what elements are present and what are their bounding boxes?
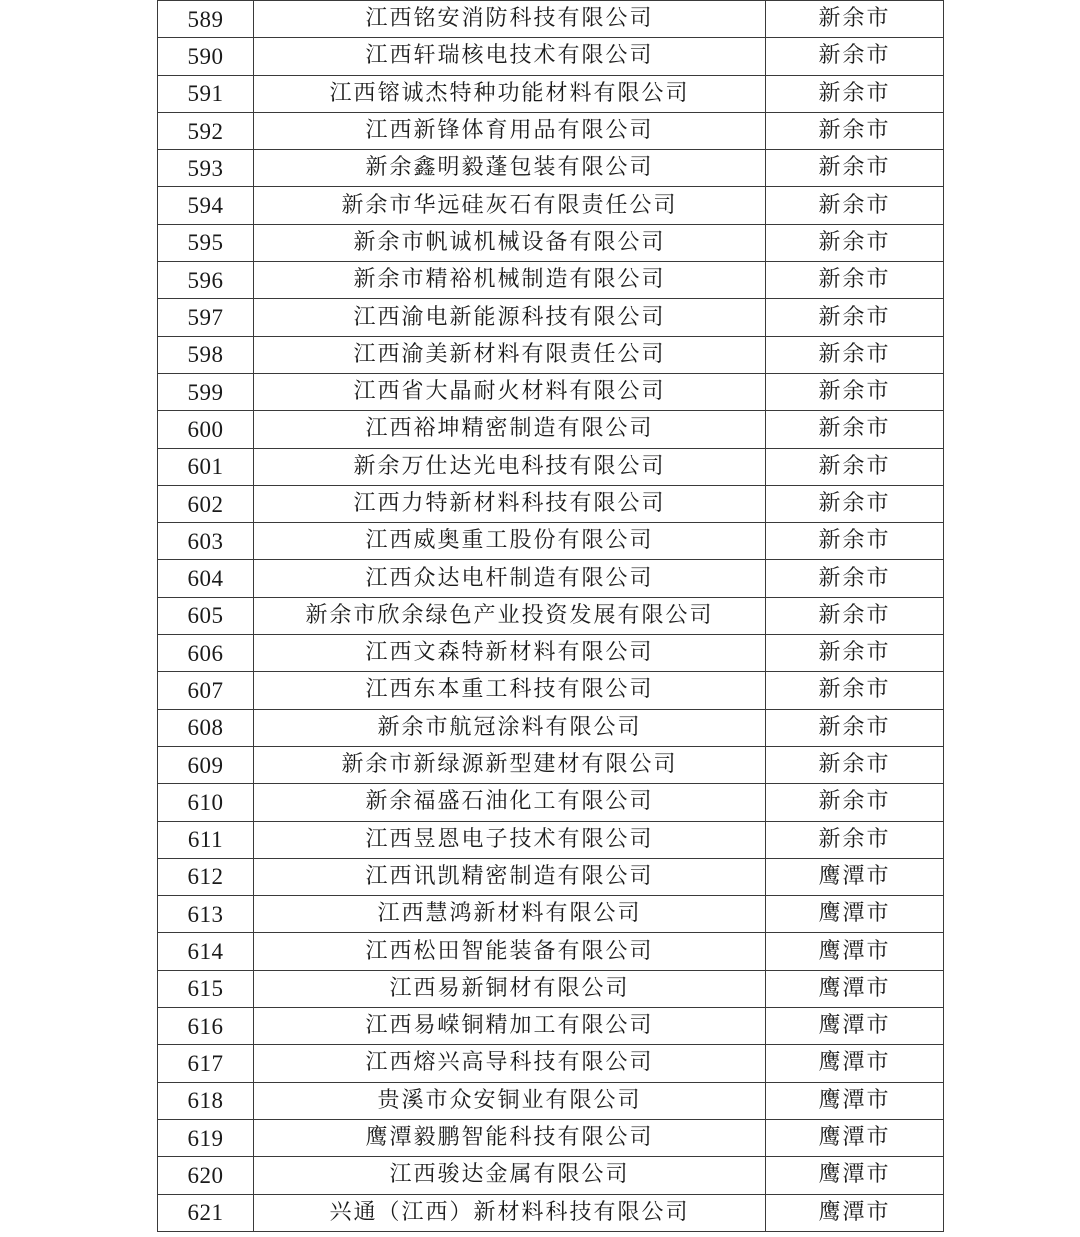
city-cell: 鹰潭市: [766, 1045, 944, 1082]
city-cell: 新余市: [766, 523, 944, 560]
city-cell: 新余市: [766, 75, 944, 112]
row-number-cell: 605: [158, 597, 254, 634]
city-cell: 新余市: [766, 709, 944, 746]
company-name-cell: 江西铭安消防科技有限公司: [254, 1, 766, 38]
city-cell: 新余市: [766, 373, 944, 410]
table-row: [158, 1, 944, 38]
table-row: [158, 187, 944, 224]
table-row: [158, 523, 944, 560]
table-row: [158, 970, 944, 1007]
row-number-cell: 592: [158, 112, 254, 149]
city-cell: 鹰潭市: [766, 1119, 944, 1156]
table-row: [158, 896, 944, 933]
row-number-cell: 618: [158, 1082, 254, 1119]
city-cell: 新余市: [766, 784, 944, 821]
company-name-cell: 江西威奥重工股份有限公司: [254, 523, 766, 560]
city-cell: 新余市: [766, 635, 944, 672]
row-number-cell: 603: [158, 523, 254, 560]
company-name-cell: 江西轩瑞核电技术有限公司: [254, 38, 766, 75]
company-name-cell: 新余万仕达光电科技有限公司: [254, 448, 766, 485]
company-name-cell: 江西文森特新材料有限公司: [254, 635, 766, 672]
row-number-cell: 599: [158, 373, 254, 410]
row-number-cell: 619: [158, 1119, 254, 1156]
table-row: [158, 1157, 944, 1194]
row-number-cell: 598: [158, 336, 254, 373]
company-table: [157, 0, 944, 1232]
city-cell: 新余市: [766, 336, 944, 373]
company-table-body: [158, 1, 944, 1232]
table-row: [158, 411, 944, 448]
city-cell: 鹰潭市: [766, 970, 944, 1007]
city-cell: 新余市: [766, 262, 944, 299]
company-name-cell: 兴通（江西）新材料科技有限公司: [254, 1194, 766, 1231]
table-row: [158, 224, 944, 261]
row-number-cell: 607: [158, 672, 254, 709]
table-row: [158, 784, 944, 821]
table-row: [158, 1119, 944, 1156]
row-number-cell: 611: [158, 821, 254, 858]
city-cell: 新余市: [766, 448, 944, 485]
table-row: [158, 560, 944, 597]
row-number-cell: 594: [158, 187, 254, 224]
row-number-cell: 593: [158, 150, 254, 187]
row-number-cell: 616: [158, 1008, 254, 1045]
table-row: [158, 336, 944, 373]
table-row: [158, 1045, 944, 1082]
row-number-cell: 613: [158, 896, 254, 933]
city-cell: 鹰潭市: [766, 896, 944, 933]
table-row: [158, 635, 944, 672]
table-row: [158, 373, 944, 410]
city-cell: 新余市: [766, 150, 944, 187]
row-number-cell: 609: [158, 746, 254, 783]
company-name-cell: 江西讯凯精密制造有限公司: [254, 858, 766, 895]
row-number-cell: 615: [158, 970, 254, 1007]
city-cell: 新余市: [766, 187, 944, 224]
company-name-cell: 新余鑫明毅蓬包装有限公司: [254, 150, 766, 187]
row-number-cell: 595: [158, 224, 254, 261]
table-row: [158, 112, 944, 149]
company-name-cell: 新余福盛石油化工有限公司: [254, 784, 766, 821]
company-name-cell: 江西力特新材料科技有限公司: [254, 485, 766, 522]
city-cell: 新余市: [766, 560, 944, 597]
row-number-cell: 601: [158, 448, 254, 485]
city-cell: 鹰潭市: [766, 1157, 944, 1194]
company-name-cell: 江西昱恩电子技术有限公司: [254, 821, 766, 858]
row-number-cell: 604: [158, 560, 254, 597]
company-name-cell: 江西新锋体育用品有限公司: [254, 112, 766, 149]
company-name-cell: 江西易新铜材有限公司: [254, 970, 766, 1007]
company-name-cell: 新余市精裕机械制造有限公司: [254, 262, 766, 299]
company-name-cell: 江西松田智能装备有限公司: [254, 933, 766, 970]
table-row: [158, 858, 944, 895]
company-name-cell: 江西裕坤精密制造有限公司: [254, 411, 766, 448]
city-cell: 新余市: [766, 224, 944, 261]
company-name-cell: 江西众达电杆制造有限公司: [254, 560, 766, 597]
company-name-cell: 江西熔兴高导科技有限公司: [254, 1045, 766, 1082]
row-number-cell: 590: [158, 38, 254, 75]
company-name-cell: 江西渝美新材料有限责任公司: [254, 336, 766, 373]
city-cell: 鹰潭市: [766, 1008, 944, 1045]
table-row: [158, 485, 944, 522]
table-row: [158, 746, 944, 783]
city-cell: 新余市: [766, 746, 944, 783]
city-cell: 新余市: [766, 38, 944, 75]
company-name-cell: 江西骏达金属有限公司: [254, 1157, 766, 1194]
company-name-cell: 新余市欣余绿色产业投资发展有限公司: [254, 597, 766, 634]
row-number-cell: 612: [158, 858, 254, 895]
row-number-cell: 614: [158, 933, 254, 970]
table-row: [158, 75, 944, 112]
table-row: [158, 1008, 944, 1045]
table-row: [158, 150, 944, 187]
table-row: [158, 672, 944, 709]
table-row: [158, 1194, 944, 1231]
row-number-cell: 596: [158, 262, 254, 299]
table-row: [158, 709, 944, 746]
company-name-cell: 江西慧鸿新材料有限公司: [254, 896, 766, 933]
company-name-cell: 新余市新绿源新型建材有限公司: [254, 746, 766, 783]
row-number-cell: 602: [158, 485, 254, 522]
company-name-cell: 江西东本重工科技有限公司: [254, 672, 766, 709]
company-name-cell: 新余市航冠涂料有限公司: [254, 709, 766, 746]
company-name-cell: 贵溪市众安铜业有限公司: [254, 1082, 766, 1119]
row-number-cell: 597: [158, 299, 254, 336]
city-cell: 新余市: [766, 485, 944, 522]
table-row: [158, 299, 944, 336]
city-cell: 新余市: [766, 1, 944, 38]
city-cell: 新余市: [766, 299, 944, 336]
city-cell: 新余市: [766, 112, 944, 149]
table-row: [158, 1082, 944, 1119]
row-number-cell: 608: [158, 709, 254, 746]
city-cell: 新余市: [766, 821, 944, 858]
row-number-cell: 620: [158, 1157, 254, 1194]
table-row: [158, 933, 944, 970]
row-number-cell: 606: [158, 635, 254, 672]
table-row: [158, 821, 944, 858]
row-number-cell: 589: [158, 1, 254, 38]
city-cell: 新余市: [766, 411, 944, 448]
row-number-cell: 610: [158, 784, 254, 821]
company-name-cell: 江西镕诚杰特种功能材料有限公司: [254, 75, 766, 112]
company-name-cell: 新余市华远硅灰石有限责任公司: [254, 187, 766, 224]
table-row: [158, 38, 944, 75]
row-number-cell: 621: [158, 1194, 254, 1231]
table-row: [158, 597, 944, 634]
city-cell: 新余市: [766, 672, 944, 709]
table-row: [158, 262, 944, 299]
table-row: [158, 448, 944, 485]
row-number-cell: 600: [158, 411, 254, 448]
city-cell: 鹰潭市: [766, 1194, 944, 1231]
city-cell: 新余市: [766, 597, 944, 634]
company-name-cell: 江西省大晶耐火材料有限公司: [254, 373, 766, 410]
city-cell: 鹰潭市: [766, 858, 944, 895]
company-name-cell: 鹰潭毅鹏智能科技有限公司: [254, 1119, 766, 1156]
company-name-cell: 新余市帆诚机械设备有限公司: [254, 224, 766, 261]
city-cell: 鹰潭市: [766, 933, 944, 970]
row-number-cell: 591: [158, 75, 254, 112]
row-number-cell: 617: [158, 1045, 254, 1082]
company-name-cell: 江西渝电新能源科技有限公司: [254, 299, 766, 336]
company-name-cell: 江西易嵘铜精加工有限公司: [254, 1008, 766, 1045]
city-cell: 鹰潭市: [766, 1082, 944, 1119]
